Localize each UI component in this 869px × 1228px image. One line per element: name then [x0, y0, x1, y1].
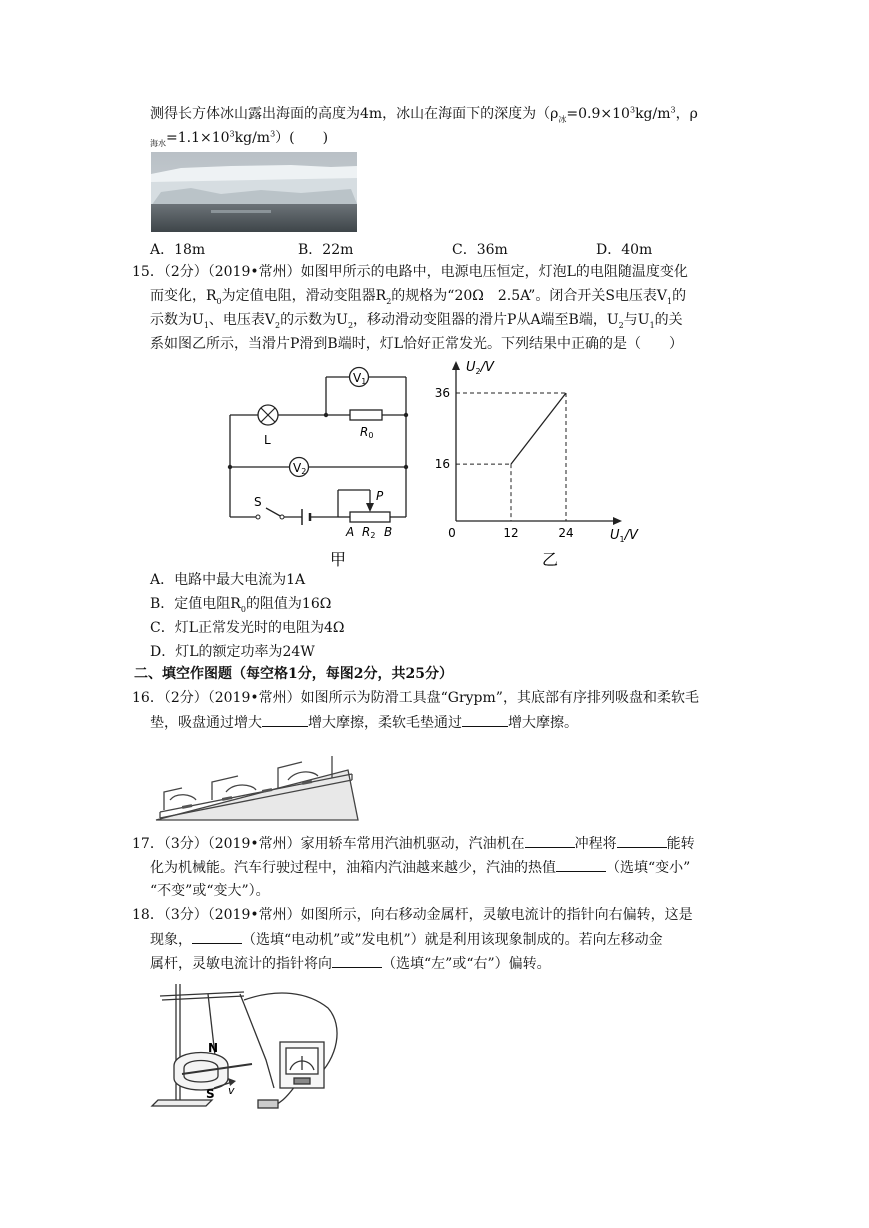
- q15-sub: 2: [386, 296, 392, 306]
- answer-blank[interactable]: [617, 833, 667, 848]
- q15-line-1: 15．（2分）（2019•常州）如图甲所示的电路中，电源电压恒定，灯泡L的电阻随温度变化: [132, 264, 688, 280]
- circuit-diagram: [220, 360, 420, 572]
- data-series-line: [511, 393, 566, 464]
- q15-line-3: [150, 310, 683, 330]
- anti-slip-tray-figure: [152, 748, 362, 824]
- velocity-label: v: [228, 1084, 235, 1097]
- q18-text: 现象，: [150, 932, 192, 948]
- induction-experiment-figure: [148, 978, 358, 1118]
- q15-option-b: [150, 594, 331, 614]
- q17-text: （选填“变小”: [606, 860, 691, 876]
- iceberg-photo: [151, 152, 357, 232]
- q17-line-3: “不变”或“变大”）。: [150, 883, 270, 899]
- q16-text: 增大摩擦，柔软毛垫通过: [308, 715, 462, 731]
- q14-text: ）( ): [275, 130, 329, 146]
- q16-line-2: [150, 712, 578, 733]
- x-tick-label: 24: [558, 526, 574, 540]
- v2-label: V2: [293, 461, 307, 476]
- rheostat-r2: [350, 512, 390, 522]
- q15-sub: 2: [275, 320, 281, 330]
- answer-blank[interactable]: [332, 953, 382, 968]
- q18-line-3: [150, 953, 551, 974]
- q14-line-2: [150, 128, 328, 148]
- q18-text: （选填“电动机”或”发电机”）就是利用该现象制成的。若向左移动金: [242, 932, 663, 948]
- q15-text: 的示数为U: [280, 312, 348, 328]
- q18-line-1: 18．（3分）（2019•常州）如图所示，向右移动金属杆，灵敏电流计的指针向右偏转，这是: [132, 907, 693, 923]
- y-tick-label: 16: [434, 457, 450, 472]
- q15-sub: 1: [649, 320, 655, 330]
- q14-text: kg/m: [635, 106, 671, 122]
- q15-sub: 1: [667, 296, 673, 306]
- junction-dot: [228, 465, 232, 469]
- q15-line-2: [150, 286, 686, 306]
- q15-option-b-sub: 0: [240, 604, 246, 614]
- junction-dot: [404, 413, 408, 417]
- lamp-label: L: [264, 433, 271, 447]
- answer-blank[interactable]: [192, 929, 242, 944]
- magnet-s-label: S: [206, 1087, 215, 1101]
- q17-line-1: [132, 833, 695, 854]
- q18-text: （选填“左”或“右”）偏转。: [382, 956, 551, 972]
- circuit-caption: 甲: [330, 550, 347, 569]
- q14-text: ，ρ: [675, 106, 698, 122]
- q14-option-c: C．36m: [452, 242, 508, 258]
- q15-option-a: A．电路中最大电流为1A: [150, 572, 306, 588]
- q15-option-b-text: B．定值电阻R: [150, 596, 241, 612]
- q14-text: kg/m: [234, 130, 271, 146]
- y-axis-label: $U_2/V$: [466, 360, 494, 376]
- q14-sup: 3: [629, 105, 636, 115]
- graph-caption: 乙: [542, 550, 559, 569]
- end-a-label: A: [346, 525, 355, 539]
- q16-text: 增大摩擦。: [508, 715, 578, 731]
- q15-text: 为定值电阻，滑动变阻器R: [221, 288, 387, 304]
- junction-dot: [324, 413, 328, 417]
- answer-blank[interactable]: [462, 712, 508, 727]
- q14-option-a: A．18m: [150, 242, 206, 258]
- junction-dot: [404, 465, 408, 469]
- q16-text: 垫，吸盘通过增大: [150, 715, 262, 731]
- q18-text: 属杆，灵敏电流计的指针将向: [150, 956, 332, 972]
- q15-sub: 1: [203, 320, 209, 330]
- q14-text: 测得长方体冰山露出海面的高度为4m，冰山在海面下的深度为（ρ: [150, 106, 559, 122]
- y-axis-arrow: [452, 361, 460, 370]
- section-2-heading: 二、填空作图题（每空格1分，每图2分，共25分）: [134, 666, 453, 682]
- q17-text: 冲程将: [574, 836, 617, 852]
- q14-sub: 海水: [150, 138, 166, 148]
- r2-label: R2: [362, 525, 376, 540]
- q14-sup: 3: [270, 129, 276, 139]
- q15-text: 与U: [623, 312, 650, 328]
- q15-text: 的关: [654, 312, 683, 328]
- graph-axes: [456, 367, 616, 521]
- q17-text: 化为机械能。汽车行驶过程中，油箱内汽油越来越少，汽油的热值: [150, 860, 556, 876]
- x-tick-label: 0: [448, 526, 456, 540]
- q14-sub: 冰: [558, 114, 567, 124]
- q15-line-4: 系如图乙所示，当滑片P滑到B端时，灯L恰好正常发光。下列结果中正确的是（ ）: [150, 336, 684, 352]
- switch-contact: [280, 515, 284, 519]
- q17-text: 能转: [666, 836, 695, 852]
- q15-text: 的规格为“20Ω 2.5A”。闭合开关S电压表V: [391, 288, 668, 304]
- resistor-r0: [350, 410, 382, 420]
- r0-label: R0: [360, 425, 374, 440]
- x-axis-label: $U_1/V$: [610, 528, 638, 544]
- q18-line-2: [150, 929, 663, 950]
- q15-sub: 2: [347, 320, 354, 330]
- v1-label: V1: [353, 371, 367, 386]
- q15-sub: 0: [216, 296, 222, 306]
- q15-text: 的: [672, 288, 687, 304]
- q14-text: =0.9×10: [566, 106, 630, 122]
- q15-option-d: D．灯L的额定功率为24W: [150, 644, 315, 660]
- switch-contact: [256, 515, 260, 519]
- end-b-label: B: [384, 525, 393, 539]
- q14-sup: 3: [229, 129, 235, 139]
- u2-u1-graph: [430, 355, 660, 575]
- q15-option-c: C．灯L正常发光时的电阻为4Ω: [150, 620, 345, 636]
- answer-blank[interactable]: [262, 712, 308, 727]
- q15-text: 示数为U: [150, 312, 204, 328]
- x-axis-arrow: [613, 517, 622, 525]
- q15-text: ，移动滑动变阻器的滑片P从A端至B端，U: [353, 312, 619, 328]
- q14-text: =1.1×10: [166, 130, 230, 146]
- magnet-n-label: N: [208, 1041, 219, 1055]
- q15-text: 、电压表V: [208, 312, 276, 328]
- q15-option-b-text: 的阻值为16Ω: [245, 596, 332, 612]
- answer-blank[interactable]: [525, 833, 575, 848]
- q15-sub: 2: [618, 320, 624, 330]
- q14-option-d: D．40m: [596, 242, 653, 258]
- q14-sup: 3: [670, 105, 676, 115]
- slider-arrow: [366, 503, 374, 512]
- q15-text: 而变化，R: [150, 288, 217, 304]
- q16-line-1: 16．（2分）（2019•常州）如图所示为防滑工具盘“Grypm”，其底部有序排列吸盘和柔软毛: [132, 690, 699, 706]
- q14-line-1: [150, 104, 698, 124]
- q17-text: 17．（3分）（2019•常州）家用轿车常用汽油机驱动，汽油机在: [132, 836, 525, 852]
- y-tick-label: 36: [434, 386, 450, 400]
- q17-line-2: [150, 857, 690, 878]
- x-tick-label: 12: [503, 526, 519, 540]
- answer-blank[interactable]: [556, 857, 606, 872]
- switch-label: S: [254, 495, 262, 509]
- slider-label: P: [376, 489, 384, 503]
- q14-option-b: B．22m: [298, 242, 354, 258]
